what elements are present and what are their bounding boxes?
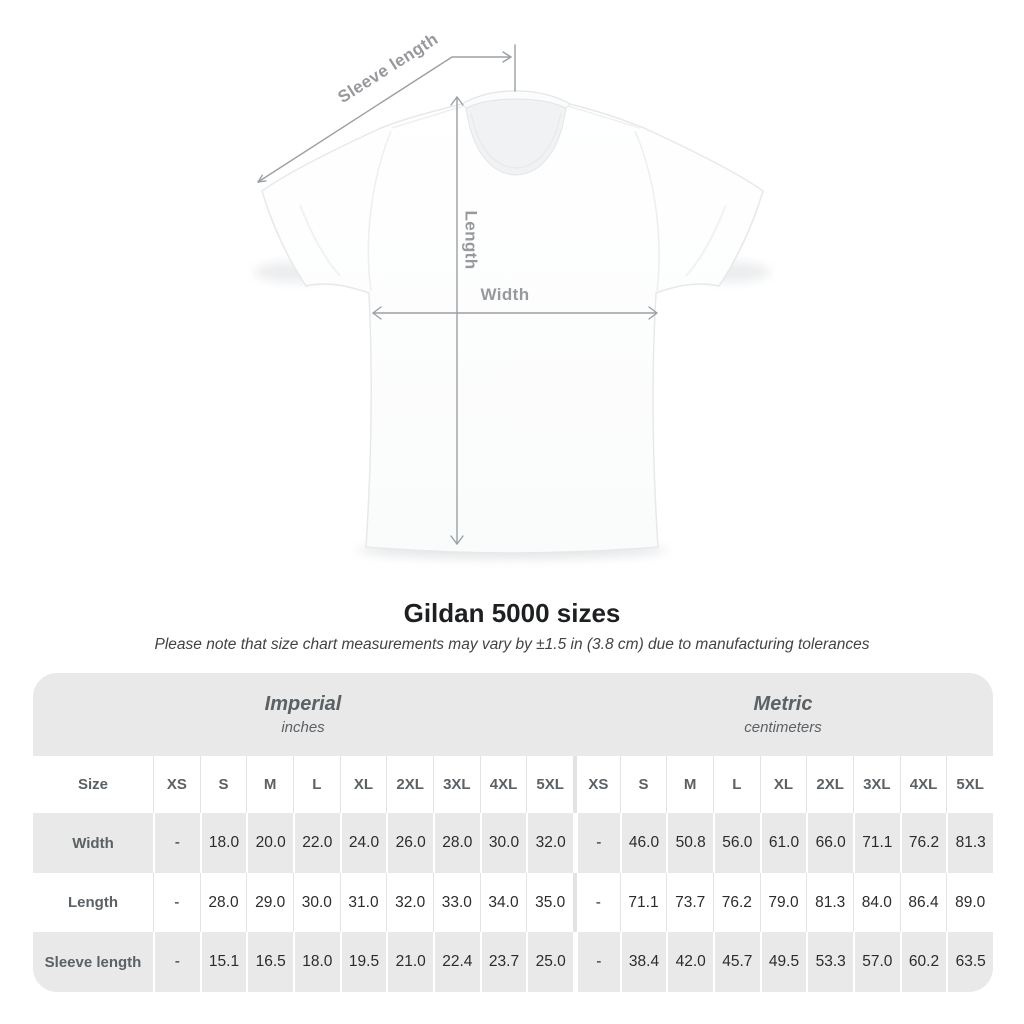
width-label: Width xyxy=(480,285,530,304)
table-cell: 66.0 xyxy=(806,813,853,873)
size-header: 4XL xyxy=(900,756,947,813)
table-cell: 18.0 xyxy=(293,932,340,992)
table-cell: 71.1 xyxy=(620,873,667,932)
imperial-unit: inches xyxy=(281,719,325,736)
width-row xyxy=(33,813,993,873)
size-header: S xyxy=(620,756,667,813)
size-column-label: Size xyxy=(77,776,108,793)
table-cell: 63.5 xyxy=(946,932,993,992)
units-header-band xyxy=(33,673,993,756)
table-cell: 57.0 xyxy=(853,932,900,992)
table-cell: 34.0 xyxy=(480,873,527,932)
table-cell: 31.0 xyxy=(340,873,387,932)
size-header-row xyxy=(33,756,993,813)
table-cell: - xyxy=(573,932,620,992)
table-cell: 29.0 xyxy=(246,873,293,932)
table-cell: 33.0 xyxy=(433,873,480,932)
table-cell: 16.5 xyxy=(246,932,293,992)
table-cell: 45.7 xyxy=(713,932,760,992)
tshirt-illustration xyxy=(262,91,763,553)
table-cell: 38.4 xyxy=(620,932,667,992)
metric-title: Metric xyxy=(753,693,813,715)
table-cell: 46.0 xyxy=(620,813,667,873)
table-cell: 71.1 xyxy=(853,813,900,873)
table-cell: 73.7 xyxy=(666,873,713,932)
table-cell: 30.0 xyxy=(293,873,340,932)
table-cell: 81.3 xyxy=(946,813,993,873)
table-cell: - xyxy=(573,813,620,873)
size-header: 5XL xyxy=(526,756,573,813)
size-header: M xyxy=(666,756,713,813)
table-cell: 22.0 xyxy=(293,813,340,873)
table-cell: 76.2 xyxy=(900,813,947,873)
table-cell: 23.7 xyxy=(480,932,527,992)
table-cell: 28.0 xyxy=(433,813,480,873)
size-header: L xyxy=(293,756,340,813)
table-cell: 42.0 xyxy=(666,932,713,992)
sleeve-length-label: Sleeve length xyxy=(334,29,442,107)
imperial-section-header xyxy=(33,673,573,756)
size-header: XS xyxy=(573,756,620,813)
table-cell: 22.4 xyxy=(433,932,480,992)
size-header: 2XL xyxy=(386,756,433,813)
table-cell: 28.0 xyxy=(200,873,247,932)
row-label-width: Width xyxy=(72,834,114,852)
metric-section-header xyxy=(573,673,993,756)
table-cell: 25.0 xyxy=(526,932,573,992)
table-cell: 20.0 xyxy=(246,813,293,873)
size-header: XL xyxy=(760,756,807,813)
table-cell: 86.4 xyxy=(900,873,947,932)
size-header: 3XL xyxy=(853,756,900,813)
table-cell: 35.0 xyxy=(526,873,573,932)
table-cell: 24.0 xyxy=(340,813,387,873)
table-cell: - xyxy=(153,813,200,873)
length-label: Length xyxy=(461,210,481,270)
table-cell: 61.0 xyxy=(760,813,807,873)
table-cell: - xyxy=(153,932,200,992)
size-header: S xyxy=(200,756,247,813)
table-cell: 26.0 xyxy=(386,813,433,873)
size-header: 3XL xyxy=(433,756,480,813)
table-cell: 60.2 xyxy=(900,932,947,992)
row-label-length: Length xyxy=(68,894,118,911)
size-chart-table xyxy=(33,673,993,992)
table-cell: 32.0 xyxy=(526,813,573,873)
table-cell: 56.0 xyxy=(713,813,760,873)
size-header: M xyxy=(246,756,293,813)
table-cell: - xyxy=(573,873,620,932)
table-cell: 89.0 xyxy=(946,873,993,932)
size-header: 5XL xyxy=(946,756,993,813)
length-row xyxy=(33,873,993,932)
metric-unit: centimeters xyxy=(744,719,822,736)
size-header: 2XL xyxy=(806,756,853,813)
tolerance-note: Please note that size chart measurements may vary by ±1.5 in (3.8 cm) due to manufacturing tolerances xyxy=(154,636,870,653)
table-cell: 19.5 xyxy=(340,932,387,992)
size-header: L xyxy=(713,756,760,813)
size-header: XL xyxy=(340,756,387,813)
row-label-sleeve-length: Sleeve length xyxy=(44,953,142,971)
sleeve-length-row xyxy=(33,932,993,992)
size-header: 4XL xyxy=(480,756,527,813)
imperial-title: Imperial xyxy=(264,693,342,715)
table-cell: 21.0 xyxy=(386,932,433,992)
table-cell: 30.0 xyxy=(480,813,527,873)
page-title: Gildan 5000 sizes xyxy=(403,598,621,628)
table-cell: 79.0 xyxy=(760,873,807,932)
table-cell: 81.3 xyxy=(806,873,853,932)
table-cell: 15.1 xyxy=(200,932,247,992)
table-cell: 76.2 xyxy=(713,873,760,932)
table-cell: 50.8 xyxy=(666,813,713,873)
table-cell: - xyxy=(153,873,200,932)
table-cell: 32.0 xyxy=(386,873,433,932)
size-header: XS xyxy=(153,756,200,813)
table-cell: 49.5 xyxy=(760,932,807,992)
table-cell: 53.3 xyxy=(806,932,853,992)
table-cell: 84.0 xyxy=(853,873,900,932)
table-cell: 18.0 xyxy=(200,813,247,873)
